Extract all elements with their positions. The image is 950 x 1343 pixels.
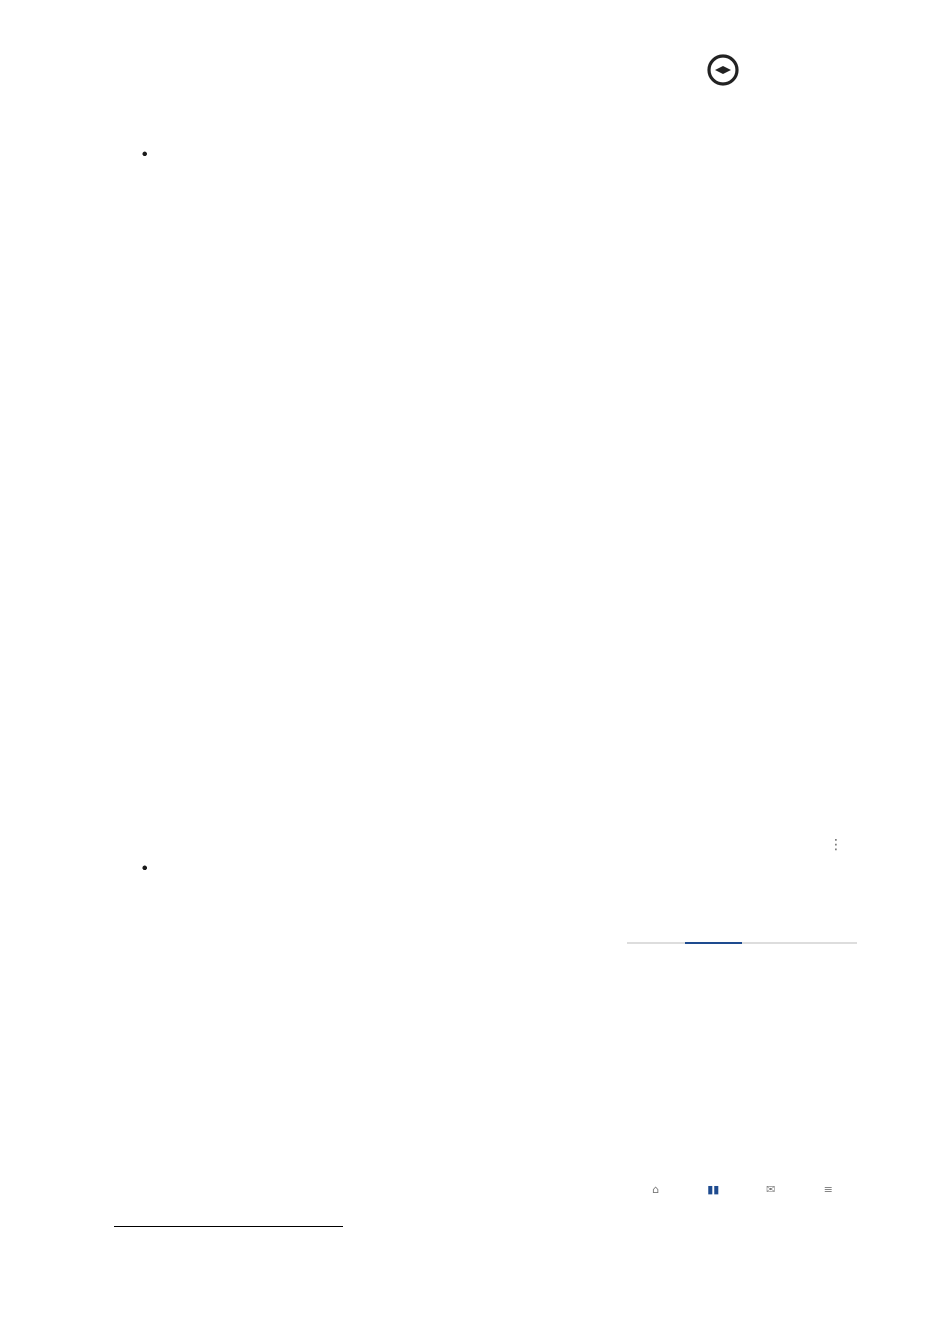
period-tabs <box>627 922 857 944</box>
sliders-icon: ≡ <box>823 1183 833 1196</box>
bar-chart-icon: ▮▮ <box>707 1183 720 1196</box>
app-screenshot <box>627 830 857 1215</box>
nav-mitteilungen[interactable] <box>742 1182 800 1215</box>
tab-jahr[interactable] <box>800 922 858 942</box>
consumption-bar-chart <box>627 1004 857 1174</box>
date-nav <box>627 958 857 972</box>
tab-tag[interactable] <box>627 922 685 942</box>
nav-verbrauch[interactable] <box>685 1182 743 1215</box>
nav-zuhause[interactable] <box>627 1182 685 1215</box>
tab-monat[interactable] <box>742 922 800 942</box>
home-icon: ⌂ <box>652 1183 660 1196</box>
mail-icon: ✉ <box>766 1183 776 1196</box>
wibutler-logo <box>706 50 886 90</box>
nav-konfiguration[interactable] <box>800 1182 858 1215</box>
color-stripe <box>0 0 950 7</box>
bottom-nav <box>627 1182 857 1215</box>
tab-woche[interactable] <box>685 922 743 944</box>
more-vert-icon[interactable]: ⋮ <box>829 837 843 853</box>
footnote-divider <box>114 1226 343 1227</box>
logo-icon <box>706 53 740 87</box>
